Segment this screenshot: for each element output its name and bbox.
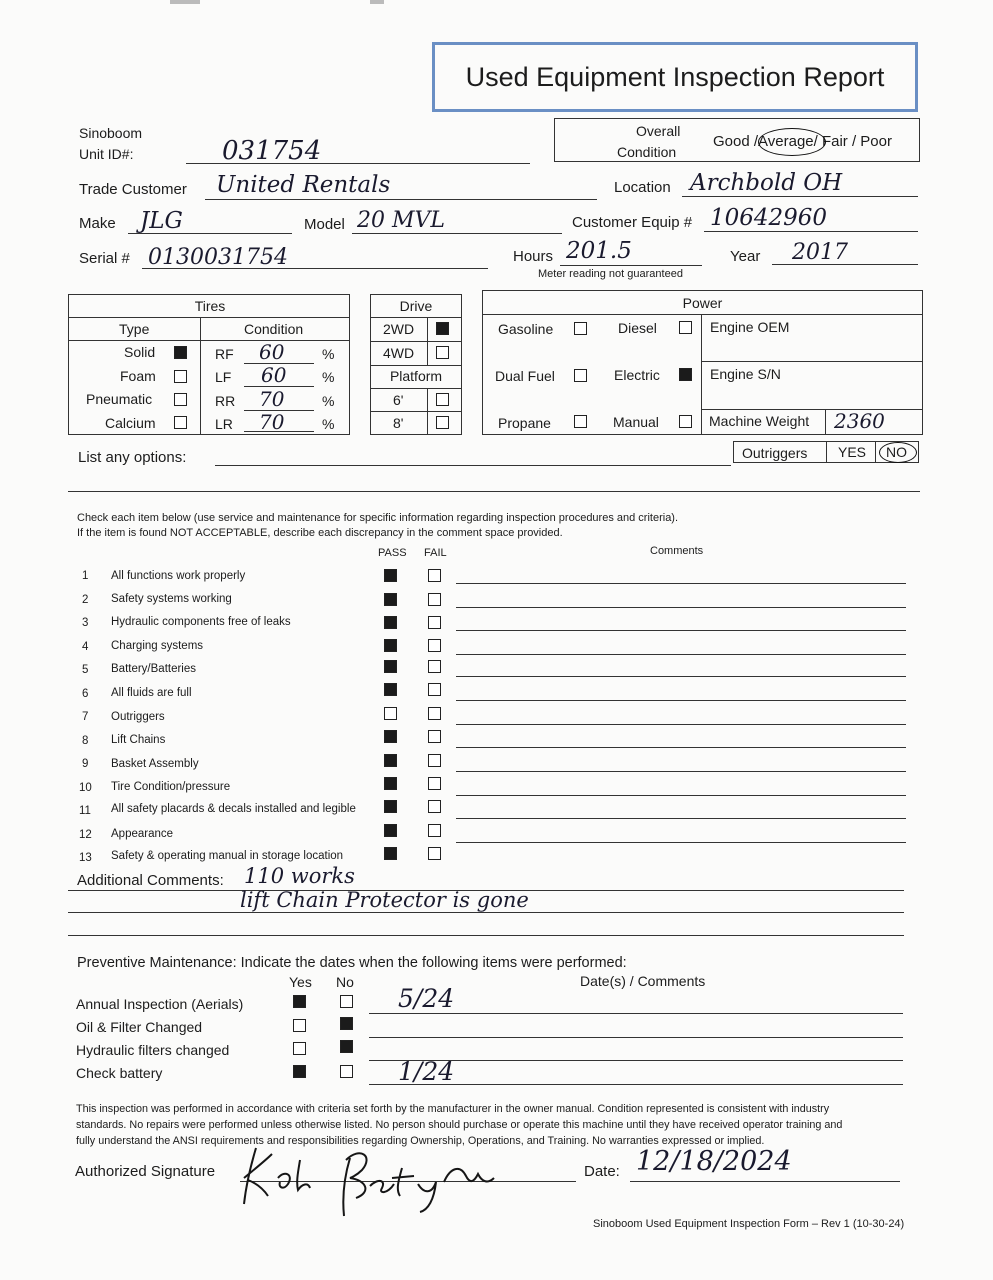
drive-table — [370, 294, 462, 435]
divider — [69, 317, 349, 318]
power-dual-fuel-checkbox[interactable] — [574, 369, 587, 382]
item-number: 13 — [79, 852, 92, 864]
item-label: Outriggers — [111, 711, 165, 723]
tire-condition-value: 60 — [261, 363, 287, 387]
engine-sn-label: Engine S/N — [710, 366, 781, 382]
item-number: 6 — [82, 688, 89, 700]
power-propane-checkbox[interactable] — [574, 415, 587, 428]
maintenance-item-label: Annual Inspection (Aerials) — [76, 996, 244, 1012]
drive-4wd-checkbox[interactable] — [436, 346, 449, 359]
hours-value: 201.5 — [566, 238, 632, 264]
item-label: All fluids are full — [111, 687, 192, 699]
maintenance-no-checkbox[interactable] — [340, 1065, 353, 1078]
maintenance-date-line — [369, 1084, 903, 1085]
item-number: 9 — [82, 758, 89, 770]
tire-position-label: LF — [215, 369, 232, 385]
item-number: 8 — [82, 735, 89, 747]
serial-label: Serial # — [79, 250, 130, 267]
fail-checkbox[interactable] — [428, 777, 441, 790]
tire-condition-value: 70 — [259, 387, 285, 411]
tire-percent-label: % — [322, 416, 335, 432]
tires-type-header: Type — [119, 321, 150, 337]
pass-checkbox[interactable] — [384, 707, 397, 720]
divider — [200, 317, 201, 434]
average-circle — [758, 128, 826, 156]
tire-position-label: LR — [215, 416, 233, 432]
tire-position-label: RR — [215, 393, 236, 409]
item-number: 3 — [82, 617, 89, 629]
item-label: Charging systems — [111, 640, 204, 652]
overall-label-2: Condition — [617, 144, 677, 160]
maintenance-yes-checkbox[interactable] — [293, 995, 306, 1008]
maintenance-no-checkbox[interactable] — [340, 995, 353, 1008]
item-label: Safety systems working — [111, 593, 232, 605]
engine-oem-label: Engine OEM — [710, 319, 790, 335]
overall-label-1: Overall — [636, 123, 681, 139]
additional-comment-1: 110 works — [244, 864, 355, 888]
tire-percent-label: % — [322, 346, 335, 362]
fail-checkbox[interactable] — [428, 660, 441, 673]
signature-drawing — [238, 1138, 518, 1220]
power-electric-label: Electric — [614, 367, 660, 383]
unit-id-line — [186, 163, 530, 164]
comment-line — [456, 607, 906, 608]
pass-checkbox[interactable] — [384, 639, 397, 652]
maintenance-date: 1/24 — [398, 1057, 455, 1086]
tire-type-label: Pneumatic — [86, 391, 153, 407]
drive-option-label: 4WD — [383, 345, 415, 361]
item-label: Tire Condition/pressure — [111, 781, 231, 793]
divider — [371, 388, 461, 389]
divider — [371, 365, 461, 366]
hours-label: Hours — [513, 248, 554, 265]
pass-checkbox[interactable] — [384, 777, 397, 790]
unit-id-value: 031754 — [222, 136, 322, 166]
location-value: Archbold OH — [690, 170, 843, 196]
fail-header: FAIL — [424, 547, 447, 559]
maintenance-yes-checkbox[interactable] — [293, 1042, 306, 1055]
outriggers-label: Outriggers — [742, 445, 808, 461]
tire-position-label: RF — [215, 346, 234, 362]
comment-line — [456, 842, 906, 843]
serial-value: 0130031754 — [148, 245, 288, 270]
year-label: Year — [730, 248, 761, 265]
comment-line — [456, 724, 906, 725]
item-number: 7 — [82, 711, 89, 723]
additional-comments-label: Additional Comments: — [77, 872, 224, 889]
model-label: Model — [304, 216, 345, 233]
item-label: Safety & operating manual in storage location — [111, 850, 344, 862]
additional-comment-2: lift Chain Protector is gone — [240, 888, 529, 912]
customer-equip-line — [704, 231, 918, 232]
item-label: All safety placards & decals installed and legible — [111, 803, 356, 815]
maintenance-yes-header: Yes — [289, 974, 312, 990]
power-dual-fuel-label: Dual Fuel — [495, 368, 555, 384]
drive-title: Drive — [399, 298, 433, 314]
year-value: 2017 — [792, 240, 848, 265]
platform-option-label: 8' — [393, 415, 404, 431]
maintenance-no-header: No — [336, 974, 354, 990]
item-number: 5 — [82, 664, 89, 676]
pass-checkbox[interactable] — [384, 569, 397, 582]
divider — [483, 314, 922, 315]
pass-checkbox[interactable] — [384, 593, 397, 606]
power-manual-checkbox[interactable] — [679, 415, 692, 428]
pass-checkbox[interactable] — [384, 847, 397, 860]
pass-checkbox[interactable] — [384, 660, 397, 673]
power-gasoline-label: Gasoline — [498, 321, 554, 337]
fail-checkbox[interactable] — [428, 683, 441, 696]
trade-customer-value: United Rentals — [216, 172, 391, 198]
tire-condition-value: 60 — [259, 340, 285, 364]
date-line — [630, 1181, 900, 1182]
fail-checkbox[interactable] — [428, 707, 441, 720]
fail-checkbox[interactable] — [428, 730, 441, 743]
comment-line — [456, 771, 906, 772]
divider — [875, 441, 876, 463]
signature-date: 12/18/2024 — [636, 1146, 792, 1177]
platform-option-label: 6' — [393, 392, 404, 408]
maintenance-no-checkbox[interactable] — [340, 1017, 353, 1030]
item-label: Hydraulic components free of leaks — [111, 616, 291, 628]
item-number: 10 — [79, 782, 92, 794]
checklist-intro-1: Check each item below (use service and maintenance for specific information regarding inspection procedures and criteria). — [77, 512, 679, 524]
pass-checkbox[interactable] — [384, 754, 397, 767]
power-diesel-label: Diesel — [618, 320, 657, 336]
maintenance-date-line — [369, 1037, 903, 1038]
fail-checkbox[interactable] — [428, 800, 441, 813]
maintenance-no-checkbox[interactable] — [340, 1040, 353, 1053]
scan-artifact — [370, 0, 384, 4]
tires-condition-header: Condition — [244, 321, 304, 337]
comments-header: Comments — [650, 545, 704, 557]
power-propane-label: Propane — [498, 415, 551, 431]
trade-customer-label: Trade Customer — [79, 181, 187, 198]
fail-checkbox[interactable] — [428, 754, 441, 767]
no-circle — [879, 442, 917, 463]
platform-title: Platform — [389, 368, 443, 384]
power-electric-checkbox[interactable] — [679, 368, 692, 381]
options-line — [215, 465, 731, 466]
platform-6ft-checkbox[interactable] — [436, 393, 449, 406]
tire-type-checkbox[interactable] — [174, 346, 187, 359]
overall-options: Good /Average/ Fair / Poor — [713, 133, 892, 150]
divider — [427, 388, 428, 434]
pass-checkbox[interactable] — [384, 730, 397, 743]
year-line — [772, 264, 918, 265]
pass-header: PASS — [378, 547, 407, 559]
checklist-intro-2: If the item is found NOT ACCEPTABLE, describe each discrepancy in the comment space provided. — [77, 527, 563, 539]
unit-label-line2: Unit ID#: — [79, 146, 134, 162]
disclaimer-line-1: This inspection was performed in accordance with criteria set forth by the manufacturer in the owner manual. Condition represented is consistent with industry — [76, 1103, 830, 1115]
customer-equip-value: 10642960 — [710, 205, 828, 231]
comment-line — [456, 747, 906, 748]
comment-line — [456, 583, 906, 584]
divider — [825, 409, 826, 434]
item-number: 1 — [82, 570, 89, 582]
divider — [826, 441, 827, 463]
pass-checkbox[interactable] — [384, 616, 397, 629]
item-label: Battery/Batteries — [111, 663, 197, 675]
meter-note: Meter reading not guaranteed — [538, 268, 683, 280]
serial-line — [142, 268, 488, 269]
disclaimer-line-2: standards. No repairs were performed unless otherwise listed. No person should purchase or operate this machine until they have received operator training and — [76, 1119, 843, 1131]
model-line — [352, 233, 562, 234]
fail-checkbox[interactable] — [428, 593, 441, 606]
divider — [701, 361, 922, 362]
machine-weight-label: Machine Weight — [709, 413, 810, 429]
drive-option-label: 2WD — [383, 321, 415, 337]
location-label: Location — [614, 179, 671, 196]
hours-line — [560, 265, 702, 266]
tire-type-checkbox[interactable] — [174, 416, 187, 429]
pass-checkbox[interactable] — [384, 683, 397, 696]
item-label: Lift Chains — [111, 734, 166, 746]
divider — [701, 314, 702, 434]
maintenance-item-label: Hydraulic filters changed — [76, 1042, 230, 1058]
fail-checkbox[interactable] — [428, 639, 441, 652]
power-diesel-checkbox[interactable] — [679, 321, 692, 334]
fail-checkbox[interactable] — [428, 847, 441, 860]
form-id: Sinoboom Used Equipment Inspection Form – Rev 1 (10-30-24) — [593, 1218, 905, 1230]
maintenance-date: 5/24 — [398, 984, 455, 1013]
unit-label-line1: Sinoboom — [79, 125, 143, 141]
comment-line — [456, 700, 906, 701]
divider — [371, 317, 461, 318]
model-value: 20 MVL — [357, 208, 446, 233]
tire-type-checkbox[interactable] — [174, 370, 187, 383]
maintenance-heading: Preventive Maintenance: Indicate the dates when the following items were performed: — [77, 955, 627, 971]
power-table — [482, 290, 923, 435]
pass-checkbox[interactable] — [384, 824, 397, 837]
item-number: 12 — [79, 829, 92, 841]
power-manual-label: Manual — [613, 414, 659, 430]
fail-checkbox[interactable] — [428, 824, 441, 837]
trade-customer-line — [205, 199, 597, 200]
tire-type-label: Calcium — [105, 415, 156, 431]
signature-label: Authorized Signature — [75, 1163, 216, 1180]
tires-table — [68, 294, 350, 435]
tire-percent-label: % — [322, 393, 335, 409]
comment-line — [456, 795, 906, 796]
tire-type-label: Foam — [120, 368, 156, 384]
scan-artifact — [170, 0, 200, 4]
divider — [371, 411, 461, 412]
fail-checkbox[interactable] — [428, 569, 441, 582]
fail-checkbox[interactable] — [428, 616, 441, 629]
tire-type-label: Solid — [124, 344, 156, 360]
divider — [371, 341, 461, 342]
divider — [701, 409, 922, 410]
maintenance-date-line — [369, 1013, 903, 1014]
maintenance-dates-header: Date(s) / Comments — [580, 973, 706, 989]
page-title: Used Equipment Inspection Report — [465, 62, 885, 92]
comment-line — [68, 912, 904, 913]
comment-line — [456, 676, 906, 677]
tires-title: Tires — [194, 298, 226, 314]
machine-weight-value: 2360 — [834, 409, 885, 433]
tire-condition-line — [244, 431, 314, 432]
make-value: JLG — [140, 208, 183, 234]
location-line — [682, 196, 918, 197]
make-line — [128, 233, 292, 234]
item-number: 4 — [82, 641, 89, 653]
item-label: All functions work properly — [111, 570, 246, 582]
maintenance-item-label: Check battery — [76, 1065, 163, 1081]
make-label: Make — [79, 215, 116, 232]
maintenance-yes-checkbox[interactable] — [293, 1065, 306, 1078]
item-label: Appearance — [111, 828, 174, 840]
customer-equip-label: Customer Equip # — [572, 214, 693, 231]
comment-line — [456, 654, 906, 655]
comment-line — [68, 935, 904, 936]
disclaimer-line-3: fully understand the ANSI requirements and responsibilities regarding Ownership, Operations, and Training. No warranties expressed or implied. — [76, 1135, 765, 1147]
power-gasoline-checkbox[interactable] — [574, 322, 587, 335]
tire-condition-value: 70 — [259, 410, 285, 434]
maintenance-item-label: Oil & Filter Changed — [76, 1019, 203, 1035]
comment-line — [456, 630, 906, 631]
divider — [69, 340, 349, 341]
outriggers-no: NO — [886, 444, 907, 460]
item-number: 2 — [82, 594, 89, 606]
maintenance-yes-checkbox[interactable] — [293, 1019, 306, 1032]
pass-checkbox[interactable] — [384, 800, 397, 813]
power-title: Power — [682, 295, 723, 311]
tire-type-checkbox[interactable] — [174, 393, 187, 406]
item-number: 11 — [79, 805, 91, 817]
date-label: Date: — [584, 1163, 620, 1180]
platform-8ft-checkbox[interactable] — [436, 416, 449, 429]
divider — [427, 317, 428, 365]
outriggers-yes: YES — [838, 444, 867, 460]
comment-line — [456, 818, 906, 819]
drive-2wd-checkbox[interactable] — [436, 322, 449, 335]
item-label: Basket Assembly — [111, 758, 199, 770]
options-label: List any options: — [78, 449, 187, 466]
tire-percent-label: % — [322, 369, 335, 385]
options-line-2 — [68, 491, 920, 492]
